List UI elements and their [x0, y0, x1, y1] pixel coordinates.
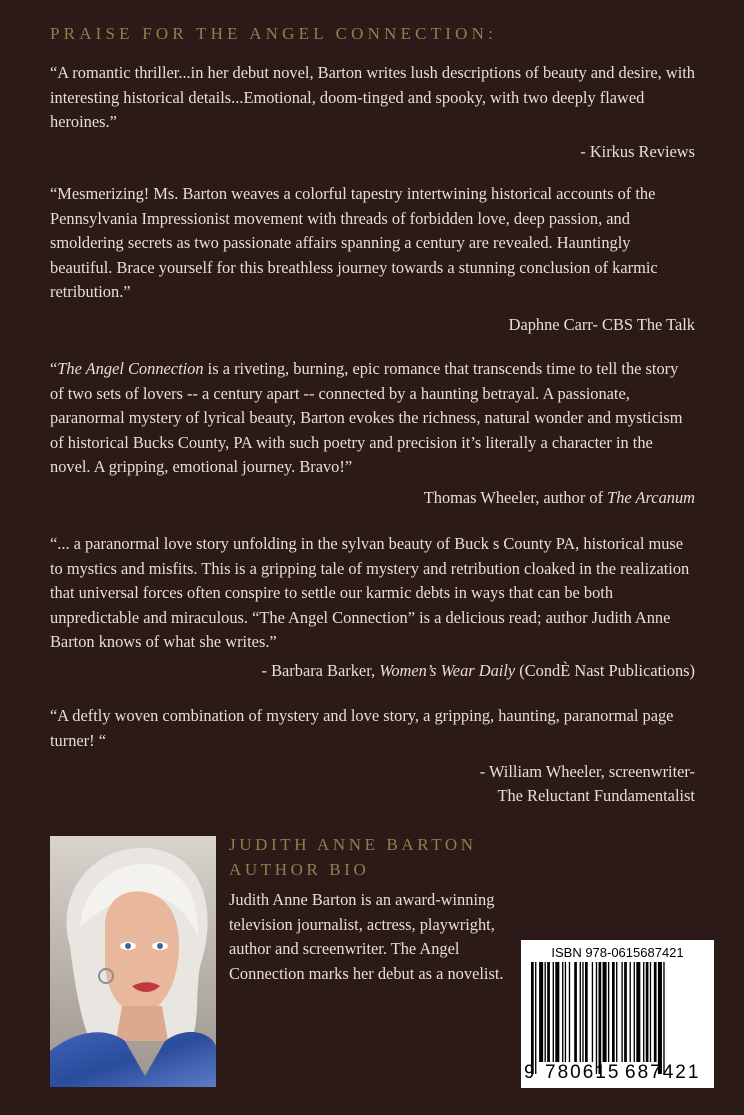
barcode-bar [621, 962, 622, 1062]
attribution-prefix: - Barbara Barker, [261, 661, 380, 680]
barcode-right-digits: 687421 [625, 1062, 701, 1083]
book-title-italic: The Angel Connection [57, 359, 204, 378]
review-quote-barbara-barker: “... a paranormal love story unfolding in the sylvan beauty of Buck s County PA, historical muse to mystics and misfits. This is a gripping tale of mystery and retribution cloaked in the realization that universal forces often conspire to settle our karmic debts in ways that can be both unpredictable and miraculous. “The Angel Connection” is a delicious read; author Judith Anne Barton knows of what she writes.” [50, 534, 690, 651]
isbn-barcode [521, 940, 714, 1088]
barcode-bar [569, 962, 570, 1062]
barcode-bar [608, 962, 609, 1062]
barcode-bar [630, 962, 631, 1062]
attribution-line-2: The Reluctant Fundamentalist [497, 786, 695, 805]
barcode-bar [663, 962, 664, 1074]
praise-heading: PRAISE FOR THE ANGEL CONNECTION: [50, 24, 498, 43]
review-attribution-barbara-barker [262, 659, 695, 683]
barcode-bar [565, 962, 566, 1062]
barcode-first-digit: 9 [524, 1062, 535, 1083]
barcode-bar [596, 962, 597, 1074]
barcode-bar [624, 962, 627, 1062]
attribution-italic: The Arcanum [607, 488, 695, 507]
barcode-bar [616, 962, 617, 1062]
review-quote-william-wheeler: “A deftly woven combination of mystery and love story, a gripping, haunting, paranormal page turner! “ [50, 706, 674, 750]
barcode-left-digits: 780615 [545, 1062, 621, 1083]
author-bio-heading [229, 832, 477, 882]
barcode-bar [585, 962, 588, 1062]
barcode-bar [582, 962, 583, 1062]
review-attribution-daphne-carr: Daphne Carr- CBS The Talk [508, 315, 695, 334]
author-portrait-illustration [50, 836, 216, 1087]
author-bio-text: Judith Anne Barton is an award-winning television journalist, actress, playwright, author and screenwriter. The Angel Connection marks her debut as a novelist. [229, 890, 504, 983]
barcode-bar [658, 962, 662, 1074]
barcode-bar [643, 962, 644, 1062]
barcode-bar [555, 962, 559, 1062]
barcode-digits [521, 1062, 714, 1084]
review-quote-daphne-carr: “Mesmerizing! Ms. Barton weaves a colorful tapestry intertwining historical accounts of the Pennsylvania Impressionist movement with threads of forbidden love, deep passion, and smoldering secrets as two passionate affairs spanning a century are revealed. Hauntingly beautiful. Brace yourself for this breathless journey towards a stunning conclusion of karmic retribution.” [50, 184, 658, 301]
barcode-bar [646, 962, 649, 1062]
barcode-bar [562, 962, 563, 1062]
attribution-suffix: (CondÈ Nast Publications) [515, 661, 695, 680]
barcode-bar [574, 962, 577, 1062]
barcode-bar [592, 962, 593, 1062]
attribution-line-1: - William Wheeler, screenwriter- [479, 762, 695, 781]
barcode-bar [547, 962, 550, 1062]
barcode-bar [612, 962, 615, 1062]
review-quote-kirkus: “A romantic thriller...in her debut novel, Barton writes lush descriptions of beauty and desire, with interesting historical details...Emotional, doom-tinged and spooky, with two deeply flawed heroines.” [50, 63, 696, 131]
barcode-bar [531, 962, 534, 1074]
barcode-bar [650, 962, 651, 1062]
barcode-bar [580, 962, 581, 1062]
author-bio-label: AUTHOR BIO [229, 860, 370, 879]
review-quote-thomas-wheeler [50, 357, 695, 480]
barcode-bar [553, 962, 554, 1062]
attribution-prefix: Thomas Wheeler, author of [423, 488, 608, 507]
barcode-bar [654, 962, 657, 1062]
quote-open-mark: “ [50, 359, 58, 378]
barcode-bar [535, 962, 536, 1074]
author-photo [50, 836, 216, 1087]
review-attribution-kirkus: - Kirkus Reviews [580, 142, 695, 161]
barcode-bar [636, 962, 640, 1062]
barcode-bars [531, 962, 704, 1074]
review-attribution-william-wheeler [480, 760, 695, 808]
review-attribution-thomas-wheeler [424, 486, 695, 510]
isbn-label: ISBN 978-0615687421 [551, 945, 684, 960]
attribution-italic: Women’s Wear Daily [379, 661, 516, 680]
barcode-bar [599, 962, 602, 1074]
author-name: JUDITH ANNE BARTON [229, 835, 477, 854]
barcode-bar [539, 962, 543, 1062]
barcode-bar [545, 962, 546, 1062]
barcode-bar [603, 962, 607, 1062]
quote-body: is a riveting, burning, epic romance that transcends time to tell the story of two sets of lovers -- a century apart -- connected by a haunting betrayal. A passionate, paranormal mystery of lyrical beauty, Barton evokes the richness, natural wonder and mysticism of historical Bucks County, PA with such poetry and precision it’s literally a character in the novel. A gripping, emotional journey. Bravo!” [50, 359, 683, 476]
barcode-bar [634, 962, 635, 1062]
